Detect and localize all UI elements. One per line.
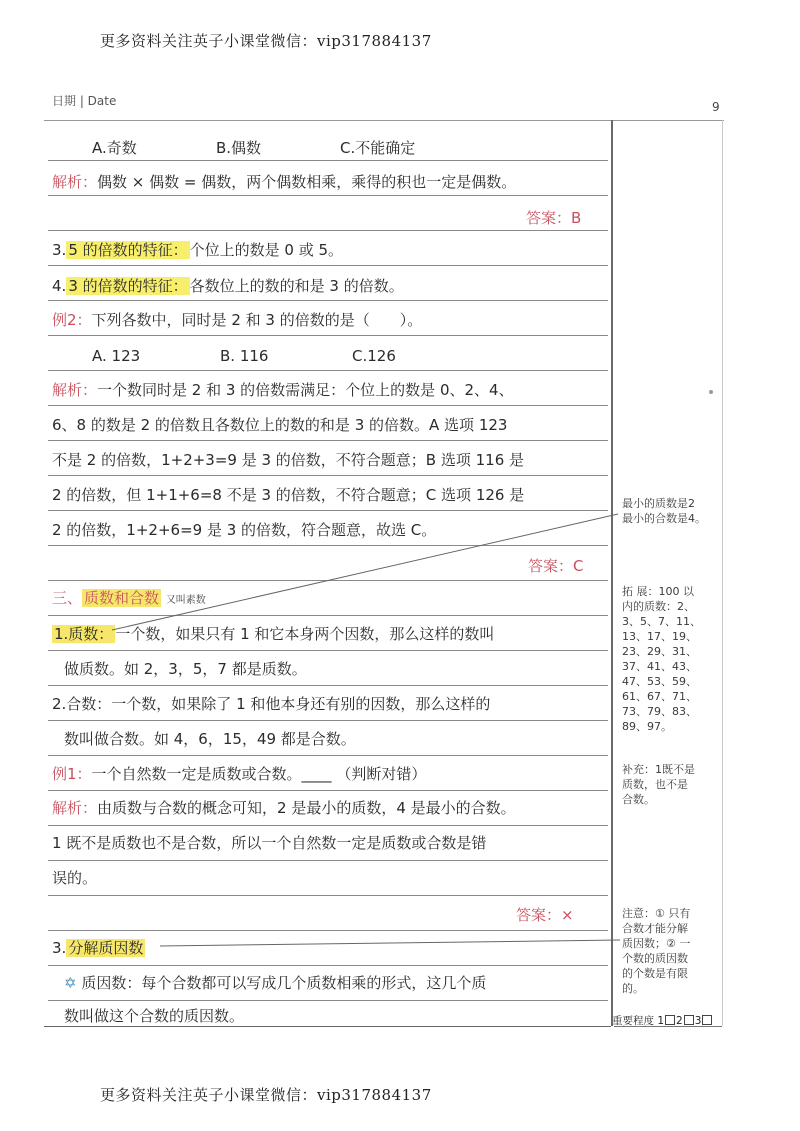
side-note-line: 质因数；② 一 bbox=[622, 937, 691, 950]
date-label: 日期 | Date bbox=[52, 94, 117, 108]
analysis-2-line: 2 的倍数，但 1+1+6=8 不是 3 的倍数，不符合题意；C 选项 126 是 bbox=[52, 486, 525, 504]
rule-text: 各数位上的数的和是 3 的倍数。 bbox=[189, 277, 404, 295]
side-note-line: 13、17、19、 bbox=[622, 630, 697, 643]
analysis-3-line: 1 既不是质数也不是合数，所以一个自然数一定是质数或合数是错 bbox=[52, 834, 487, 852]
watermark-top: 更多资料关注英子小课堂微信：vip317884137 bbox=[100, 32, 432, 50]
connector-factor bbox=[160, 940, 620, 946]
rule-number: 4. bbox=[52, 277, 67, 295]
prime-text: 一个数，如果只有 1 和它本身两个因数，那么这样的数叫 bbox=[115, 625, 495, 643]
side-note-line: 37、41、43、 bbox=[622, 660, 697, 673]
rule-title: 5 的倍数的特征： bbox=[68, 241, 188, 259]
side-note-line: 质数，也不是 bbox=[622, 778, 688, 791]
example-text: 一个自然数一定是质数或合数。____ （判断对错） bbox=[91, 765, 427, 783]
rule-title: 3 的倍数的特征： bbox=[68, 277, 188, 295]
rule-number: 3. bbox=[52, 241, 67, 259]
side-note-line: 3、5、7、11、 bbox=[622, 615, 701, 628]
option-a: A. 123 bbox=[92, 347, 141, 365]
option-a: A.奇数 bbox=[92, 139, 137, 157]
side-note-line: 拓 展：100 以 bbox=[622, 585, 694, 598]
side-note-line: 注意：① 只有 bbox=[622, 907, 691, 920]
answer-2: 答案：C bbox=[528, 557, 584, 575]
option-c: C.126 bbox=[352, 347, 396, 365]
analysis-text: 由质数与合数的概念可知，2 是最小的质数，4 是最小的合数。 bbox=[97, 799, 516, 817]
analysis-label: 解析： bbox=[52, 381, 98, 399]
analysis-3-line: 误的。 bbox=[52, 869, 98, 887]
watermark-bottom: 更多资料关注英子小课堂微信：vip317884137 bbox=[100, 1086, 432, 1104]
answer-3: 答案：× bbox=[516, 906, 574, 924]
side-note-line: 内的质数：2、 bbox=[622, 600, 695, 613]
side-note-line: 最小的质数是2 bbox=[622, 497, 695, 510]
composite-definition-line: 2.合数：一个数，如果除了 1 和他本身还有别的因数，那么这样的 bbox=[52, 695, 491, 713]
option-b: B. 116 bbox=[220, 347, 269, 365]
example-label: 例2： bbox=[52, 311, 92, 329]
importance-level: 2 bbox=[676, 1015, 683, 1027]
side-note-line: 的个数是有限 bbox=[622, 967, 688, 980]
side-note-line: 个数的质因数 bbox=[622, 952, 688, 965]
answer-1: 答案：B bbox=[526, 209, 582, 227]
side-note-line: 合数。 bbox=[622, 793, 655, 806]
section-title: 质数和合数 bbox=[84, 589, 160, 607]
factor-number: 3. bbox=[52, 939, 67, 957]
analysis-2-line: 不是 2 的倍数，1+2+3=9 是 3 的倍数，不符合题意；B 选项 116 是 bbox=[52, 451, 525, 469]
option-b: B.偶数 bbox=[216, 139, 262, 157]
analysis-2-line: 6、8 的数是 2 的倍数且各数位上的数的和是 3 的倍数。A 选项 123 bbox=[52, 416, 508, 434]
example-text: 下列各数中，同时是 2 和 3 的倍数的是（ ）。 bbox=[91, 311, 423, 329]
analysis-text: 偶数 × 偶数 = 偶数，两个偶数相乘，乘得的积也一定是偶数。 bbox=[97, 173, 517, 191]
side-note-line: 合数才能分解 bbox=[622, 922, 688, 935]
section-note: 又叫素数 bbox=[165, 595, 206, 606]
page-number: 9 bbox=[712, 100, 720, 114]
star-icon: ✡ bbox=[64, 974, 77, 992]
analysis-text: 一个数同时是 2 和 3 的倍数需满足：个位上的数是 0、2、4、 bbox=[97, 381, 514, 399]
prime-label: 1.质数： bbox=[54, 625, 114, 643]
option-c: C.不能确定 bbox=[340, 139, 416, 157]
importance-level: 1 bbox=[657, 1015, 665, 1027]
composite-definition-line: 数叫做合数。如 4，6，15，49 都是合数。 bbox=[64, 730, 356, 748]
section-number: 三、 bbox=[52, 589, 83, 607]
analysis-label: 解析： bbox=[52, 799, 98, 817]
side-note-line: 的。 bbox=[622, 982, 644, 995]
side-note-line: 73、79、83、 bbox=[622, 705, 697, 718]
side-note-line: 89、97。 bbox=[622, 720, 672, 733]
side-note-line: 61、67、71、 bbox=[622, 690, 697, 703]
side-note-line: 最小的合数是4。 bbox=[622, 512, 706, 525]
connector-smallest bbox=[112, 514, 618, 630]
analysis-2-line: 2 的倍数，1+2+6=9 是 3 的倍数，符合题意，故选 C。 bbox=[52, 521, 437, 539]
example-label: 例1： bbox=[52, 765, 92, 783]
importance-level: 3 bbox=[694, 1015, 702, 1027]
rule-text: 个位上的数是 0 或 5。 bbox=[189, 241, 344, 259]
margin-dot-icon bbox=[709, 390, 713, 394]
prime-factor-text: 质因数：每个合数都可以写成几个质数相乘的形式，这几个质 bbox=[81, 974, 487, 992]
analysis-label: 解析： bbox=[52, 173, 98, 191]
side-note-line: 47、53、59、 bbox=[622, 675, 697, 688]
prime-factor-line: 数叫做这个合数的质因数。 bbox=[64, 1007, 245, 1025]
factor-title: 分解质因数 bbox=[68, 939, 144, 957]
prime-definition-line: 做质数。如 2，3，5，7 都是质数。 bbox=[64, 660, 307, 678]
side-note-line: 23、29、31、 bbox=[622, 645, 697, 658]
side-note-line: 补充：1既不是 bbox=[622, 763, 695, 776]
importance-label: 重要程度 bbox=[612, 1015, 654, 1027]
